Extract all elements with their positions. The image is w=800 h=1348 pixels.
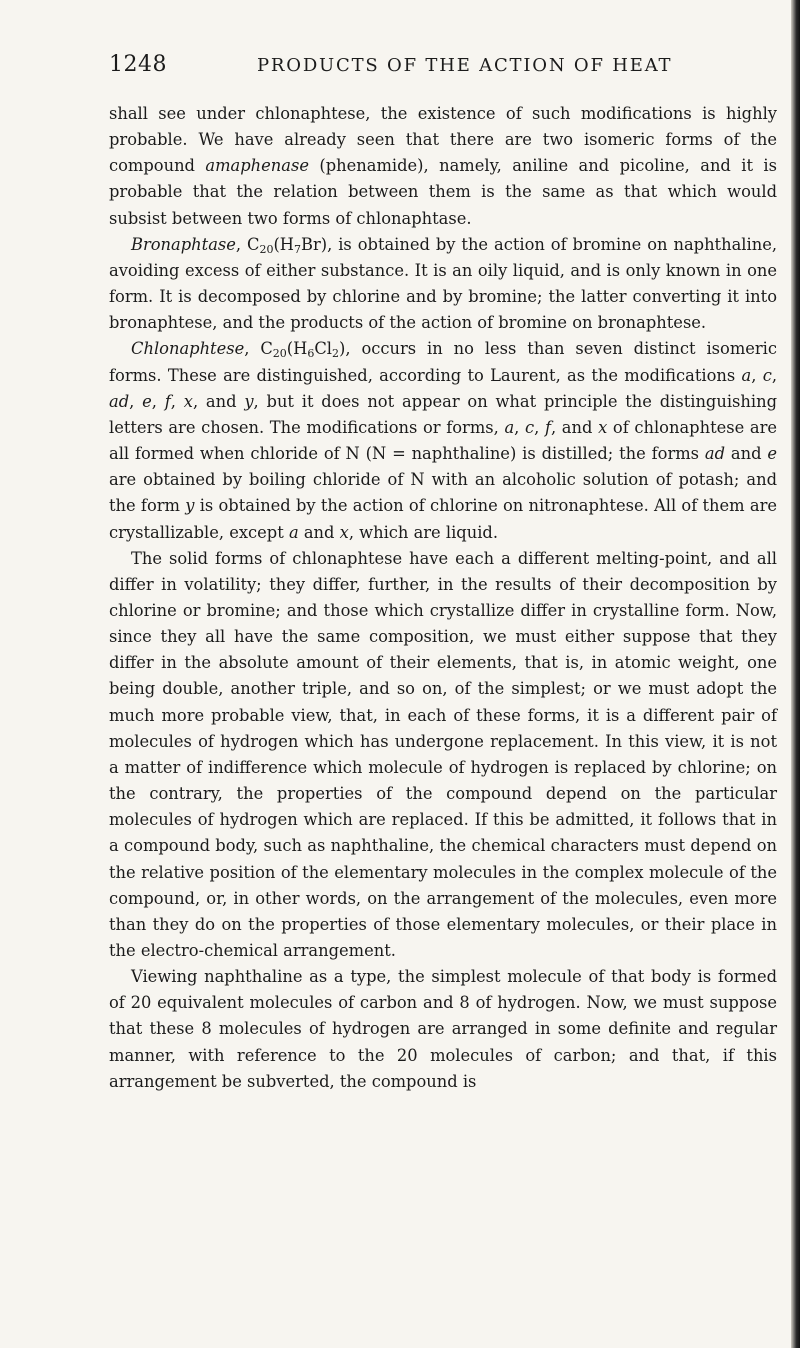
page-header	[109, 52, 779, 82]
paragraph-solid-forms: The solid forms of chlonaphtese have each a different melting-point, and all differ in volatility; they differ, further, in the results of their decomposition by chlorine or bromine; and those which crystallize differ in crystalline form. Now, since they all have the same composition, we must either suppose that they differ in the absolute amount of their elements, that is, in atomic weight, one being double, another triple, and so on, of the simplest; or we must adopt the much more probable view, that, in each of these forms, it is a different pair of molecules of hydrogen which has undergone replacement. In this view, it is not a matter of indifference which molecule of hydrogen is replaced by chlorine; on the contrary, the properties of the compound depend on the particular molecules of hydrogen which are replaced. If this be admitted, it follows that in a compound body, such as naphthaline, the chemical characters must depend on the relative position of the elementary molecules in the complex molecule of the compound, or, in other words, on the arrangement of the molecules, even more than they do on the properties of those elementary molecules, or their place in the electro-chemical arrangement.	[109, 548, 777, 960]
formula-bronaphtase: , $C_{20}(H_7Br)$	[235, 234, 328, 256]
body-text	[109, 101, 777, 1095]
formula-chlonaphtese: , $C_{20}(H_6Cl_2)$	[244, 339, 346, 361]
running-title: PRODUCTS OF THE ACTION OF HEAT	[257, 55, 673, 76]
term-chlonaphtese: Chlonaphtese	[131, 339, 245, 359]
paragraph-bronaphtase: Bronaphtase, $C_{20}(H_7Br)$, is obtained by the action of bromine on naphthaline, avoiding excess of either substance. It is an oily liquid, and is only known in one form. It is decomposed by chlorine and by bromine; the latter converting it into bronaphtese, and the products of the action of bromine on bronaphtese.	[109, 234, 777, 333]
term-bronaphtase: Bronaphtase	[131, 234, 236, 254]
paragraph-chlonaphtese: Chlonaphtese, $C_{20}(H_6Cl_2)$, occurs in no less than seven distinct isomeric forms. These are distinguished, according to Laurent, as the modifications a, c, ad, e, f, x, and y, but it does not appear on what principle the distinguishing letters are chosen. The modifications or forms, a, c, f, and x of chlonaphtese are all formed when chloride of N (N = naphthaline) is distilled; the forms ad and e are obtained by boiling chloride of N with an alcoholic solution of potash; and the form y is obtained by the action of chlorine on nitronaphtese. All of them are crystallizable, except a and x, which are liquid.	[109, 339, 777, 542]
page-number: 1248	[109, 52, 167, 77]
term-amaphenase: amaphenase	[205, 156, 309, 176]
page-edge-shadow	[791, 0, 800, 1348]
paragraph-1: shall see under chlonaphtese, the existence of such modifications is highly probable. We have already seen that there are two isomeric forms of the compound amaphenase (phenamide), namely, aniline and picoline, and it is probable that the relation between them is the same as that which would subsist between two forms of chlonaphtase.	[109, 104, 777, 228]
paragraph-naphthaline-type: Viewing naphthaline as a type, the simplest molecule of that body is formed of 20 equivalent molecules of carbon and 8 of hydrogen. Now, we must suppose that these 8 molecules of hydrogen are arranged in some definite and regular manner, with reference to the 20 molecules of carbon; and that, if this arrangement be subverted, the compound is	[109, 967, 777, 1091]
